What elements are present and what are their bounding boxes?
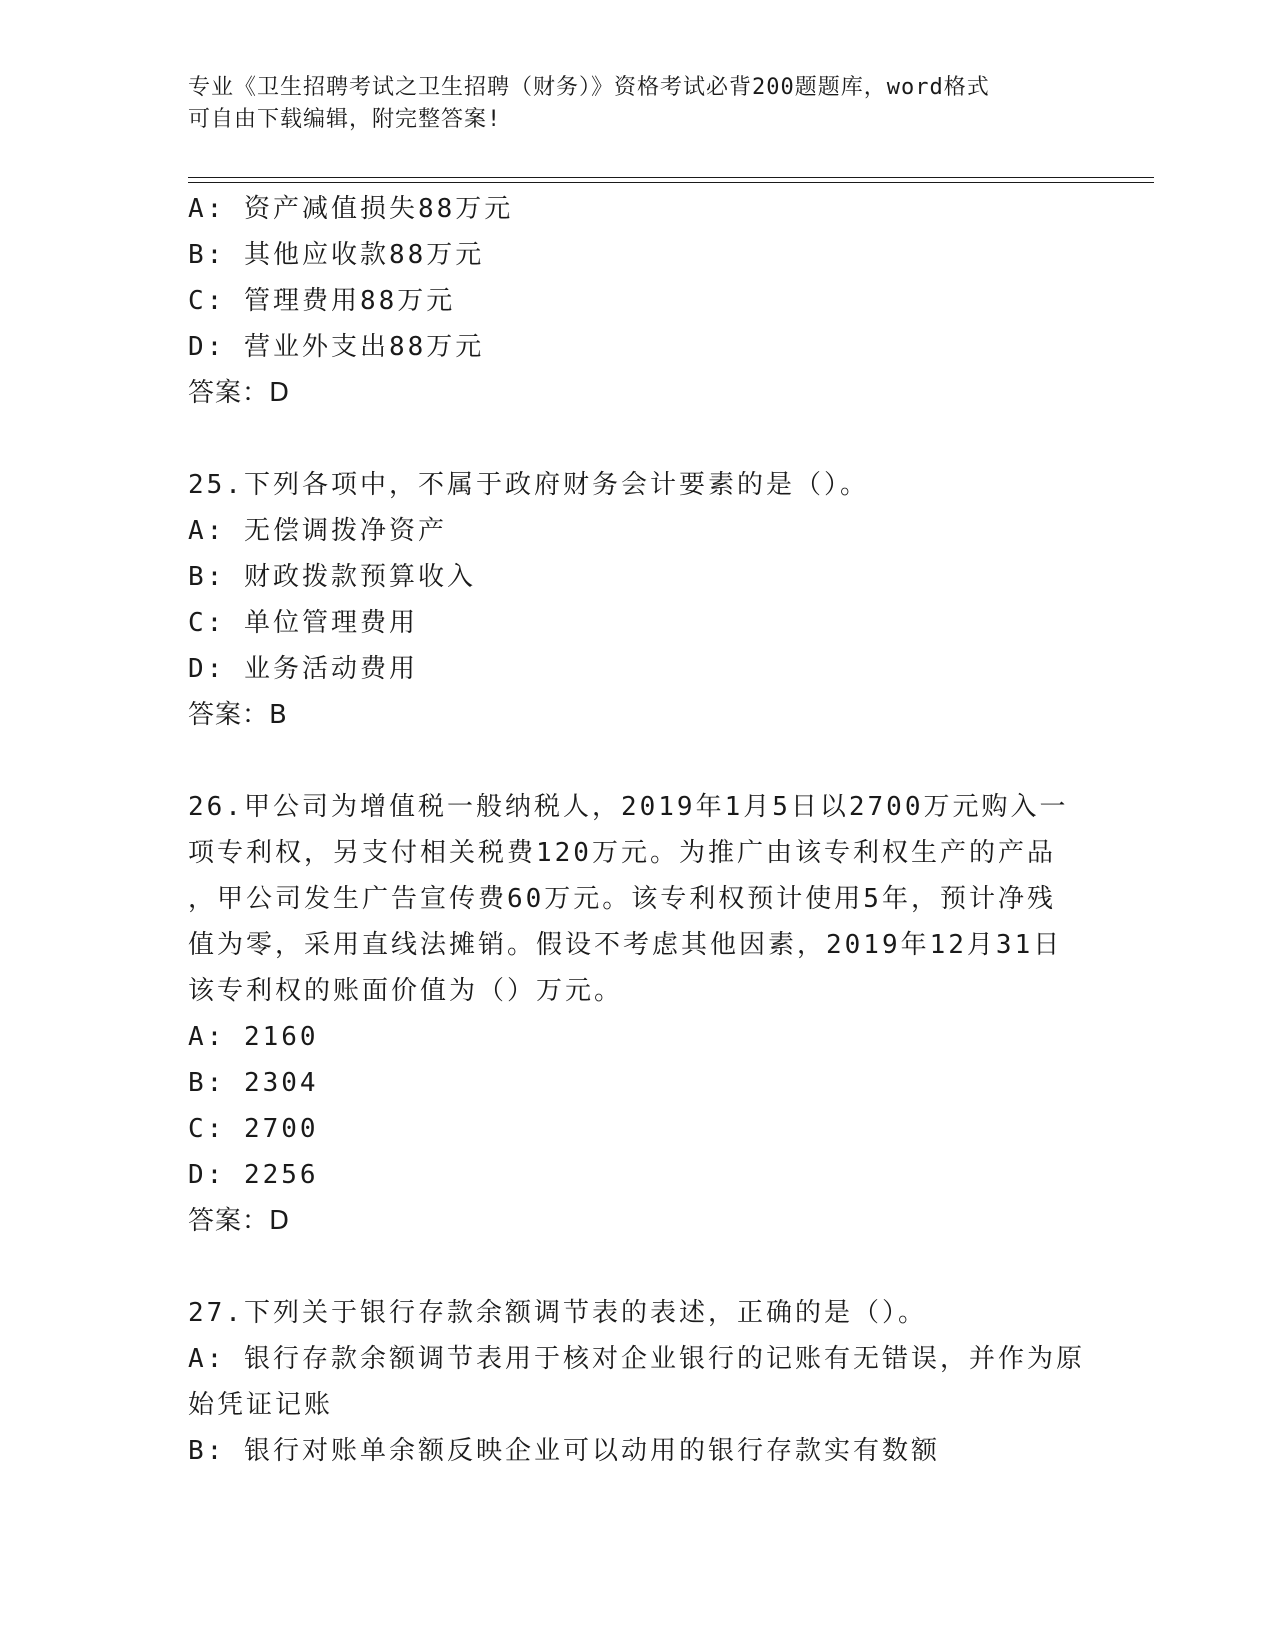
option-c: C: 管理费用88万元 bbox=[188, 286, 456, 316]
option-a: A: 无偿调拨净资产 bbox=[188, 516, 447, 546]
option-a-line-1: A: 银行存款余额调节表用于核对企业银行的记账有无错误，并作为原 bbox=[188, 1344, 1085, 1374]
option-a: A: 资产减值损失88万元 bbox=[188, 194, 514, 224]
question-text-line-1: 26.甲公司为增值税一般纳税人，2019年1月5日以2700万元购入一 bbox=[188, 792, 1069, 822]
question-block-24 bbox=[188, 186, 1088, 416]
question-text: 27.下列关于银行存款余额调节表的表述，正确的是（）。 bbox=[188, 1298, 927, 1328]
question-text-line-2: 项专利权，另支付相关税费120万元。为推广由该专利权生产的产品 bbox=[188, 838, 1056, 868]
option-d: D: 业务活动费用 bbox=[188, 654, 418, 684]
option-b: B: 银行对账单余额反映企业可以动用的银行存款实有数额 bbox=[188, 1436, 940, 1466]
option-b: B: 2304 bbox=[188, 1068, 319, 1098]
spacer bbox=[188, 416, 1088, 462]
option-d: D: 2256 bbox=[188, 1160, 319, 1190]
option-b: B: 其他应收款88万元 bbox=[188, 240, 485, 270]
option-c: C: 单位管理费用 bbox=[188, 608, 418, 638]
header-title-line-2: 可自由下载编辑，附完整答案! bbox=[188, 107, 502, 132]
option-c: C: 2700 bbox=[188, 1114, 319, 1144]
option-a-line-2: 始凭证记账 bbox=[188, 1390, 334, 1420]
answer: 答案：D bbox=[188, 378, 291, 408]
option-a: A: 2160 bbox=[188, 1022, 319, 1052]
question-text-line-3: ，甲公司发生广告宣传费60万元。该专利权预计使用5年，预计净残 bbox=[188, 884, 1056, 914]
header-rule-bottom bbox=[188, 182, 1154, 183]
answer: 答案：B bbox=[188, 700, 288, 730]
question-text: 25.下列各项中，不属于政府财务会计要素的是（）。 bbox=[188, 470, 869, 500]
option-d: D: 营业外支出88万元 bbox=[188, 332, 485, 362]
document-header bbox=[188, 72, 1068, 136]
option-b: B: 财政拨款预算收入 bbox=[188, 562, 476, 592]
question-list bbox=[188, 186, 1088, 1474]
question-text-line-5: 该专利权的账面价值为（）万元。 bbox=[188, 976, 624, 1006]
header-title-line-1: 专业《卫生招聘考试之卫生招聘（财务）》资格考试必背200题题库，word格式 bbox=[188, 75, 990, 100]
spacer bbox=[188, 738, 1088, 784]
spacer bbox=[188, 1244, 1088, 1290]
header-rule-top bbox=[188, 177, 1154, 178]
question-block-26 bbox=[188, 784, 1088, 1244]
question-text-line-4: 值为零，采用直线法摊销。假设不考虑其他因素，2019年12月31日 bbox=[188, 930, 1063, 960]
question-block-25 bbox=[188, 462, 1088, 738]
answer: 答案：D bbox=[188, 1206, 291, 1236]
question-block-27 bbox=[188, 1290, 1088, 1474]
